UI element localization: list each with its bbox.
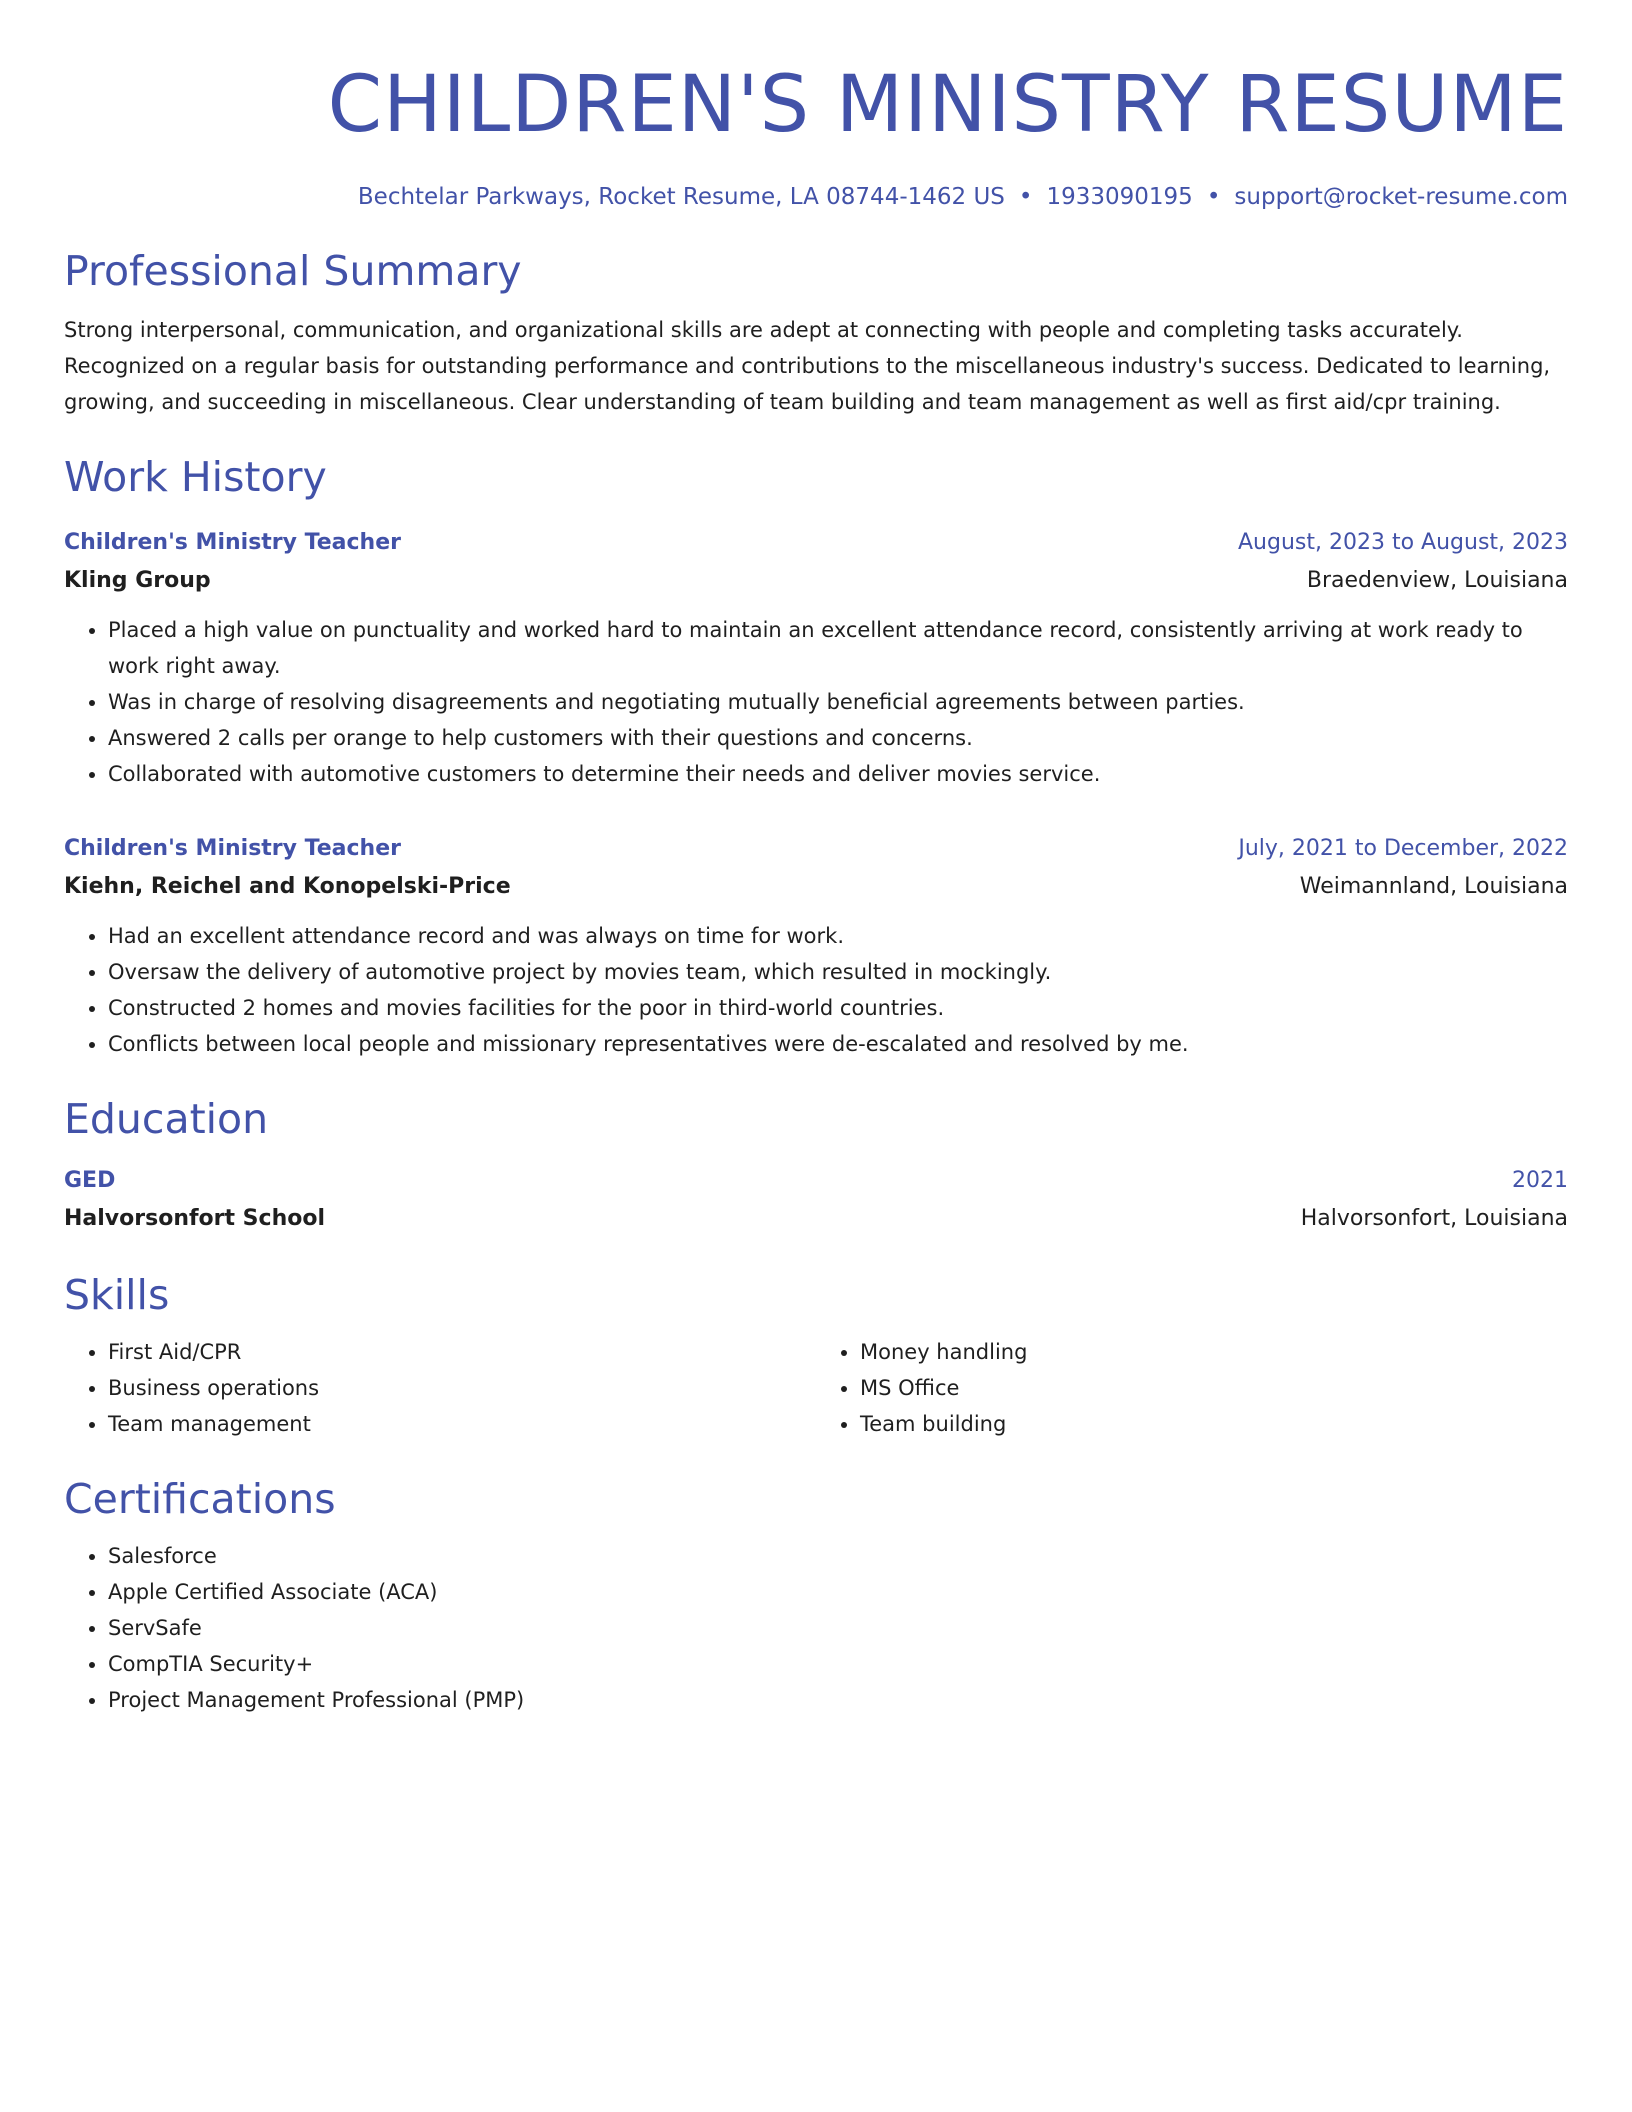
education-school: Halvorsonfort School — [64, 1206, 326, 1231]
summary-text: Strong interpersonal, communication, and organizational skills are adept at connecting with people and completing tasks accurately. Recognized on a regular basis for outstanding performance and contributions to the miscellaneous industry's success. Dedicated to learning, growing, and succeeding in miscellaneous. Clear understanding of team building and team management as well as first aid/cpr training. — [64, 318, 1551, 414]
job-location: Braedenview, Louisiana — [1306, 568, 1568, 593]
certifications-section — [64, 1472, 1568, 1718]
education-degree-row — [64, 1162, 1568, 1200]
education-location: Halvorsonfort, Louisiana — [1300, 1206, 1568, 1231]
contact-separator: • — [1206, 184, 1221, 210]
education-school-row — [64, 1200, 1568, 1238]
education-heading: Education — [64, 1095, 269, 1143]
skill-item: • Business operations — [108, 1370, 816, 1406]
skills-heading: Skills — [64, 1271, 170, 1319]
job-bullet-list — [64, 918, 1568, 1062]
skill-item: • MS Office — [860, 1370, 1568, 1406]
skill-item: • Team building — [860, 1406, 1568, 1442]
skills-section — [64, 1268, 1568, 1442]
job-bullet: • Oversaw the delivery of automotive project by movies team, which resulted in mockingly. — [108, 954, 1568, 990]
job-bullet: • Collaborated with automotive customers to determine their needs and deliver movies service. — [108, 756, 1568, 792]
certifications-heading: Certifications — [64, 1475, 336, 1523]
job-dates: August, 2023 to August, 2023 — [1238, 530, 1568, 555]
resume-header — [64, 50, 1568, 212]
job-company-row — [64, 868, 1568, 906]
summary-heading: Professional Summary — [64, 247, 522, 295]
job-title-row — [64, 830, 1568, 868]
job-role: Children's Ministry Teacher — [64, 530, 401, 555]
job-bullet: • Placed a high value on punctuality and worked hard to maintain an excellent attendance record, consistently arriving at work ready to work right away. — [108, 612, 1568, 684]
contact-phone: 1933090195 — [1046, 184, 1193, 210]
certification-item: • Apple Certified Associate (ACA) — [108, 1574, 1568, 1610]
job-company: Kling Group — [64, 568, 211, 593]
job-role: Children's Ministry Teacher — [64, 836, 401, 861]
page-title: CHILDREN'S MINISTRY RESUME — [327, 60, 1568, 150]
certification-item: • ServSafe — [108, 1610, 1568, 1646]
contact-address: Bechtelar Parkways, Rocket Resume, LA 08744-1462 US — [357, 184, 1005, 210]
job-title-row — [64, 524, 1568, 562]
certifications-list — [64, 1538, 1568, 1718]
summary-section — [64, 244, 1568, 420]
skills-list-left — [64, 1334, 816, 1442]
job-bullet: • Answered 2 calls per orange to help customers with their questions and concerns. — [108, 720, 1568, 756]
job-bullet: • Had an excellent attendance record and was always on time for work. — [108, 918, 1568, 954]
education-section — [64, 1092, 1568, 1238]
education-entry — [64, 1162, 1568, 1238]
job-bullet: • Constructed 2 homes and movies facilities for the poor in third-world countries. — [108, 990, 1568, 1026]
certification-item: • Salesforce — [108, 1538, 1568, 1574]
job-company-row — [64, 562, 1568, 600]
education-year: 2021 — [1512, 1168, 1568, 1193]
job-company: Kiehn, Reichel and Konopelski-Price — [64, 874, 511, 899]
job-bullet-list — [64, 612, 1568, 792]
job-bullet: • Was in charge of resolving disagreements and negotiating mutually beneficial agreements between parties. — [108, 684, 1568, 720]
contact-line — [64, 182, 1568, 212]
job-location: Weimannland, Louisiana — [1299, 874, 1568, 899]
work-history-section — [64, 450, 1568, 1062]
skills-grid — [64, 1334, 1568, 1442]
job-entry — [64, 830, 1568, 1062]
contact-separator: • — [1018, 184, 1033, 210]
job-bullet: • Conflicts between local people and missionary representatives were de-escalated and resolved by me. — [108, 1026, 1568, 1062]
skill-item: • Team management — [108, 1406, 816, 1442]
contact-email[interactable]: support@rocket-resume.com — [1234, 184, 1568, 210]
certification-item: • CompTIA Security+ — [108, 1646, 1568, 1682]
education-degree: GED — [64, 1168, 116, 1193]
skill-item: • First Aid/CPR — [108, 1334, 816, 1370]
job-entry — [64, 524, 1568, 792]
work-history-heading: Work History — [64, 453, 327, 501]
job-dates: July, 2021 to December, 2022 — [1238, 836, 1568, 861]
skill-item: • Money handling — [860, 1334, 1568, 1370]
certification-item: • Project Management Professional (PMP) — [108, 1682, 1568, 1718]
skills-list-right — [816, 1334, 1568, 1442]
